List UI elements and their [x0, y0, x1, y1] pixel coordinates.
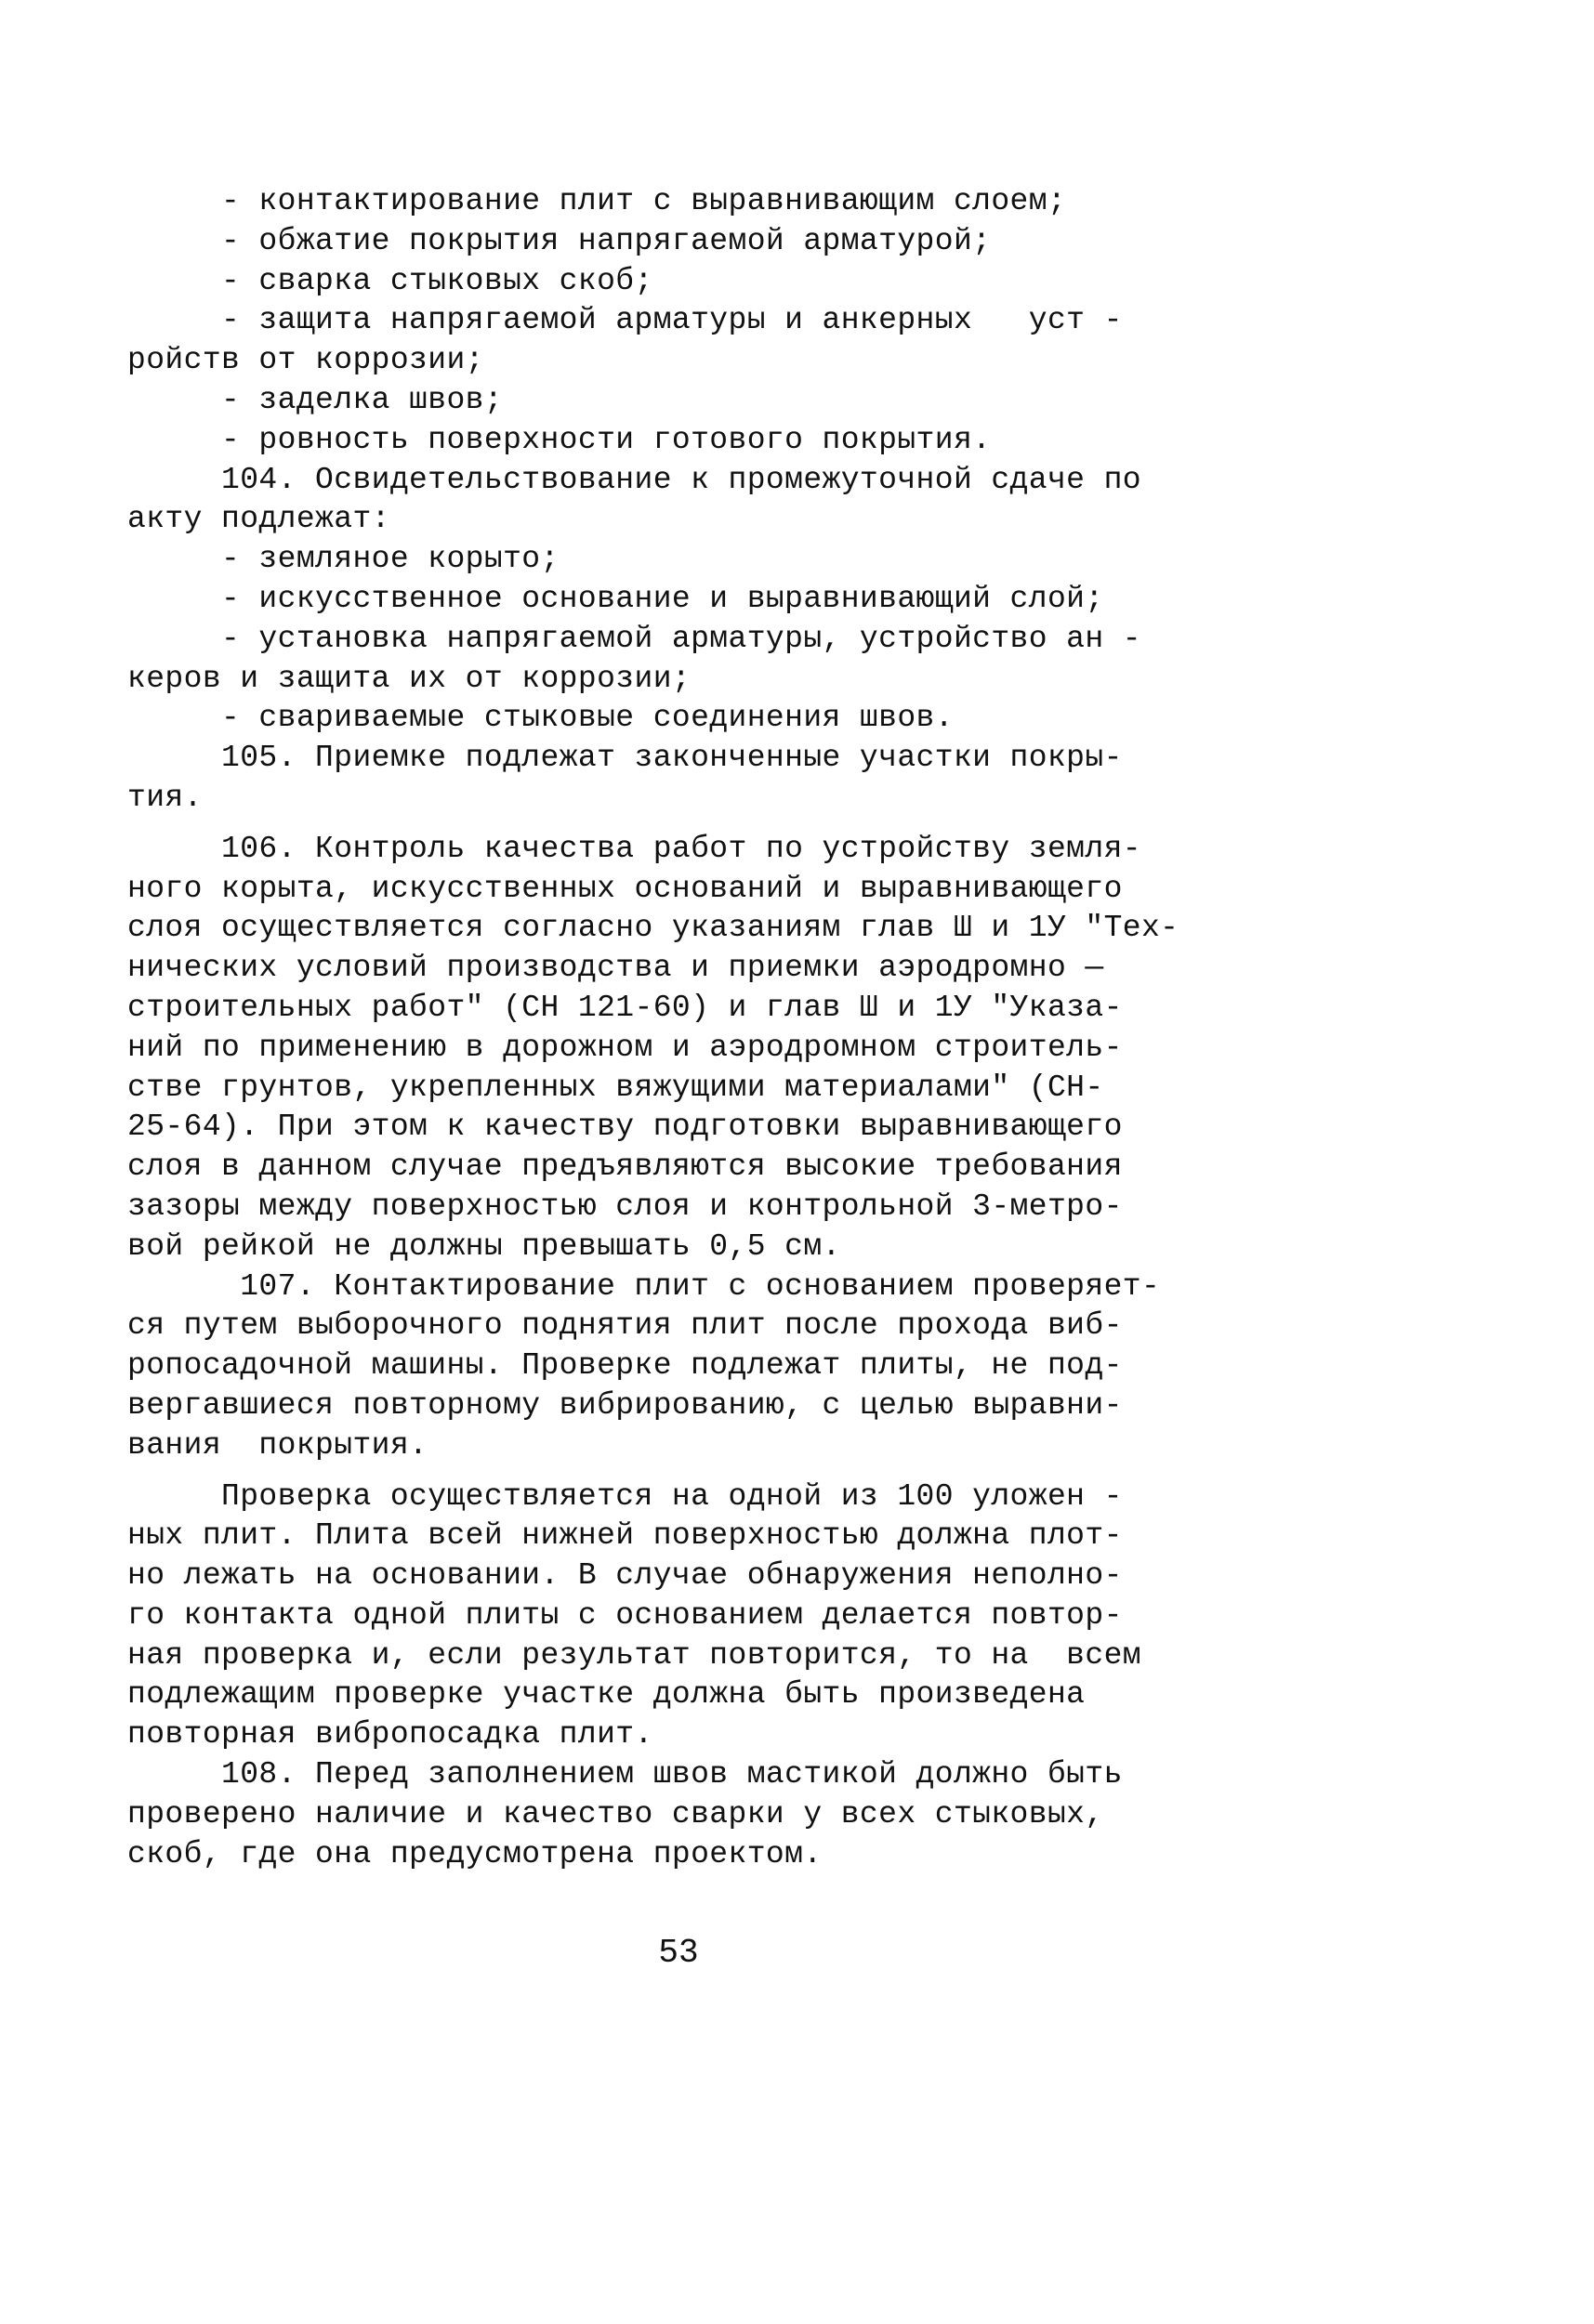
text-line: керов и защита их от коррозии; — [127, 661, 692, 696]
body-text — [127, 182, 1243, 1874]
text-line: ных плит. Плита всей нижней поверхностью должна плот- — [127, 1518, 1123, 1554]
text-line: го контакта одной плиты с основанием делается повтор- — [127, 1597, 1123, 1633]
text-line: - заделка швов; — [127, 382, 504, 417]
text-line: строительных работ" (СН 121-60) и глав Ш и 1У "Указа- — [127, 990, 1123, 1025]
text-line: но лежать на основании. В случае обнаружения неполно- — [127, 1558, 1123, 1594]
text-line: ся путем выборочного поднятия плит после прохода виб- — [127, 1308, 1123, 1344]
text-line: ройств от коррозии; — [127, 343, 484, 378]
text-line: акту подлежат: — [127, 502, 390, 537]
text-line: зазоры между поверхностью слоя и контрольной 3-метро- — [127, 1188, 1123, 1224]
text-line: ная проверка и, если результат повторится, то на всем — [127, 1637, 1141, 1673]
text-line: 25-64). При этом к качеству подготовки выравнивающего — [127, 1109, 1123, 1145]
text-line: - обжатие покрытия напрягаемой арматурой; — [127, 223, 992, 258]
text-line: - сварка стыковых скоб; — [127, 263, 653, 298]
text-line: проверено наличие и качество сварки у всех стыковых, — [127, 1796, 1104, 1832]
text-line: - свариваемые стыковые соединения швов. — [127, 701, 954, 736]
text-line: 106. Контроль качества работ по устройству земля- — [127, 831, 1141, 866]
text-line: - ровность поверхности готового покрытия. — [127, 422, 992, 457]
text-line: скоб, где она предусмотрена проектом. — [127, 1836, 823, 1871]
text-line: вой рейкой не должны превышать 0,5 см. — [127, 1228, 841, 1264]
text-line: - искусственное основание и выравнивающий слой; — [127, 581, 1104, 616]
text-line: - установка напрягаемой арматуры, устройство ан - — [127, 621, 1141, 656]
text-line: - земляное корыто; — [127, 542, 560, 577]
text-line: стве грунтов, укрепленных вяжущими материалами" (СН- — [127, 1070, 1104, 1105]
text-line: тия. — [127, 780, 203, 815]
text-line: ропосадочной машины. Проверке подлежат плиты, не под- — [127, 1348, 1123, 1384]
text-line: слоя осуществляется согласно указаниям глав Ш и 1У "Тех- — [127, 911, 1179, 946]
text-line: Проверка осуществляется на одной из 100 уложен - — [127, 1478, 1123, 1514]
text-line: слоя в данном случае предъявляются высокие требования — [127, 1149, 1123, 1185]
text-line: - защита напрягаемой арматуры и анкерных уст - — [127, 303, 1123, 338]
text-line: повторная вибропосадка плит. — [127, 1717, 653, 1753]
text-line: 108. Перед заполнением швов мастикой должно быть — [127, 1757, 1123, 1792]
text-line: подлежащим проверке участке должна быть произведена — [127, 1677, 1086, 1713]
text-line: - контактирование плит с выравнивающим слоем; — [127, 184, 1067, 218]
text-line: вания покрытия. — [127, 1427, 428, 1463]
text-line: ний по применению в дорожном и аэродромном строитель- — [127, 1030, 1123, 1065]
text-line: 105. Приемке подлежат законченные участки покры- — [127, 741, 1123, 776]
text-line: 107. Контактирование плит с основанием проверяет- — [127, 1268, 1161, 1304]
text-line: нических условий производства и приемки аэродромно — — [127, 951, 1104, 986]
text-line: ного корыта, искусственных оснований и выравнивающего — [127, 871, 1123, 906]
text-line: 104. Освидетельствование к промежуточной сдаче по — [127, 462, 1141, 497]
text-line: вергавшиеся повторному вибрированию, с целью выравни- — [127, 1387, 1123, 1423]
page-number: 53 — [658, 1934, 699, 1972]
